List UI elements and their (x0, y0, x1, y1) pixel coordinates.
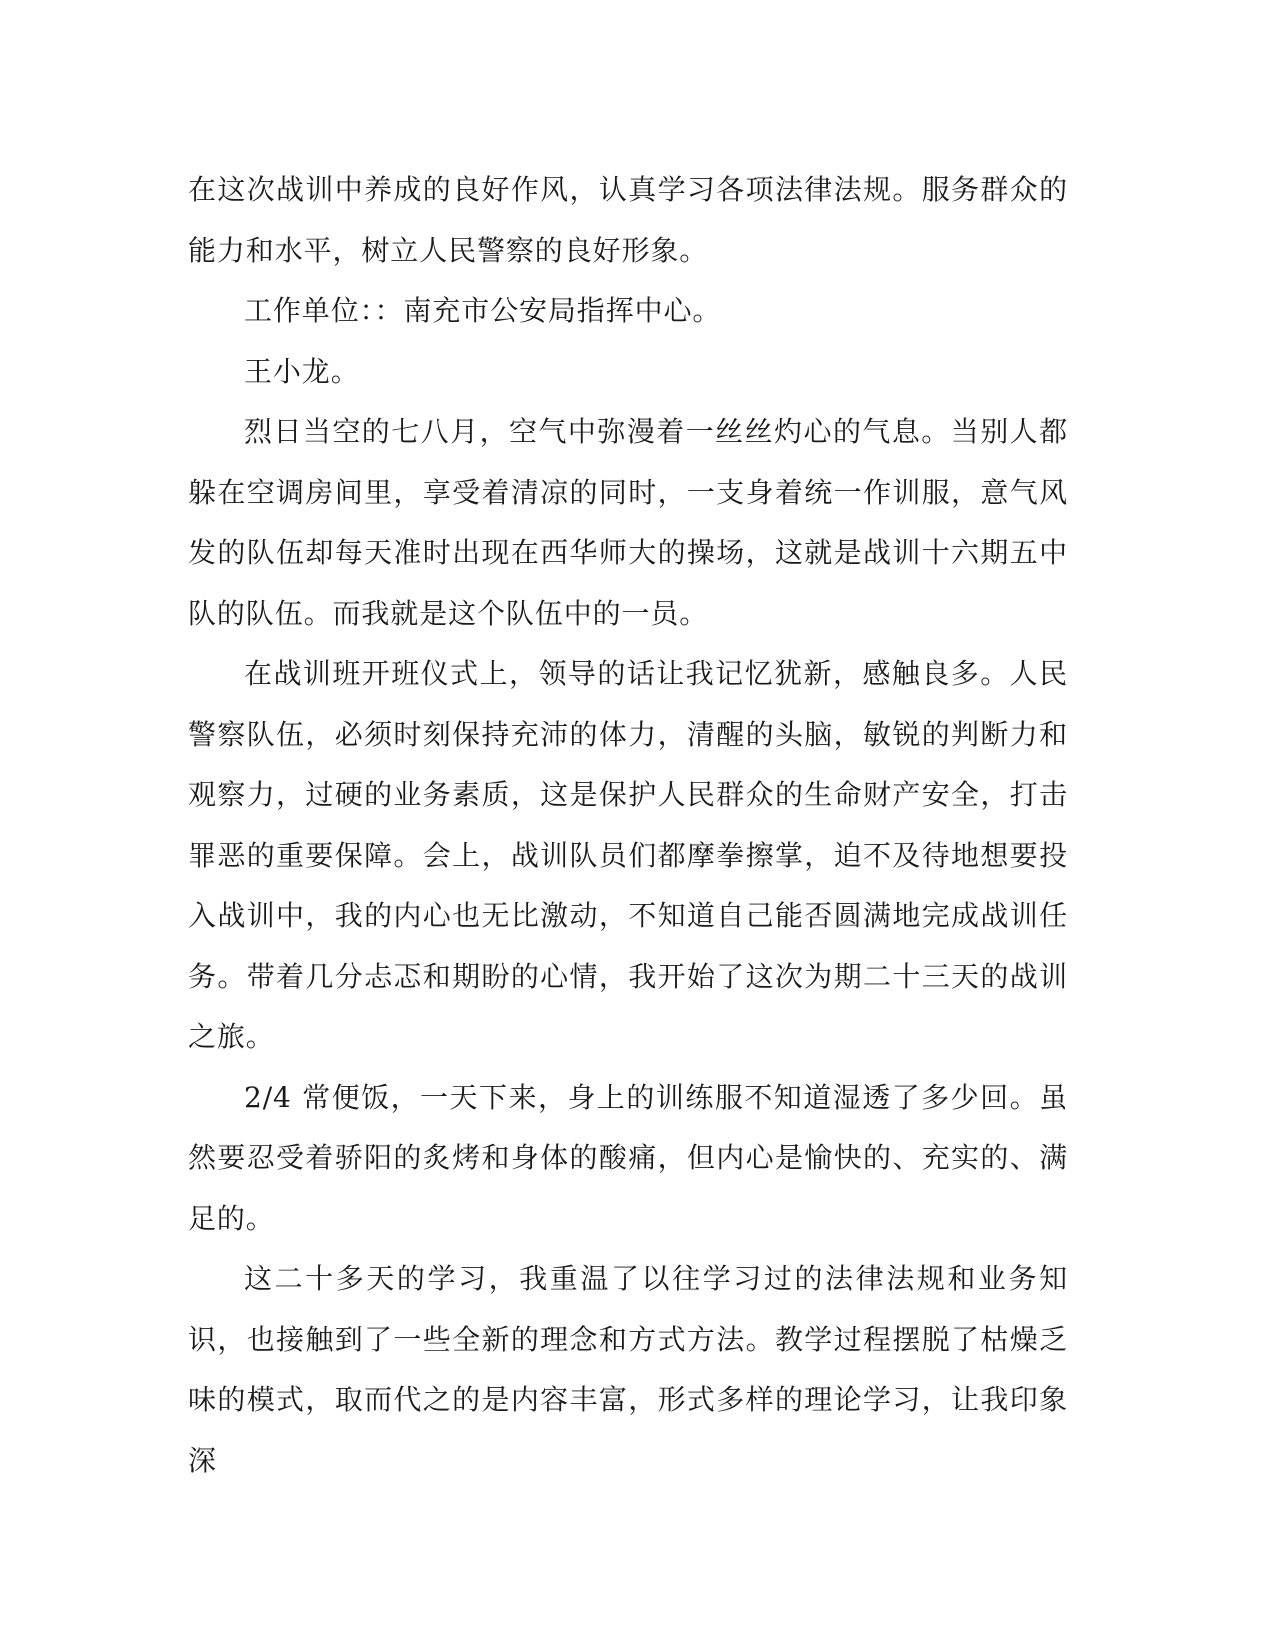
paragraph-opening-ceremony: 在战训班开班仪式上，领导的话让我记忆犹新，感触良多。人民警察队伍，必须时刻保持充沛的体力，清醒的头脑，敏锐的判断力和观察力，过硬的业务素质，这是保护人民群众的生命财产安全，打击罪恶的重要保障。会上，战训队员们都摩拳擦掌，迫不及待地想要投入战训中，我的内心也无比激动，不知道自己能否圆满地完成战训任务。带着几分忐忑和期盼的心情，我开始了这次为期二十三天的战训之旅。 (188, 657, 1068, 1053)
paragraph-daily-training: 2/4 常便饭，一天下来，身上的训练服不知道湿透了多少回。虽然要忍受着骄阳的炙烤和身体的酸痛，但内心是愉快的、充实的、满足的。 (188, 1080, 1068, 1235)
document-body (188, 160, 1068, 1491)
paragraph-study-reflection: 这二十多天的学习，我重温了以往学习过的法律法规和业务知识，也接触到了一些全新的理念和方式方法。教学过程摆脱了枯燥乏味的模式，取而代之的是内容丰富，形式多样的理论学习，让我印象深 (188, 1262, 1068, 1477)
paragraph-continuation: 在这次战训中养成的良好作风，认真学习各项法律法规。服务群众的能力和水平，树立人民警察的良好形象。 (188, 173, 1068, 267)
paragraph-summer-training: 烈日当空的七八月，空气中弥漫着一丝丝灼心的气息。当别人都躲在空调房间里，享受着清凉的同时，一支身着统一作训服，意气风发的队伍却每天准时出现在西华师大的操场，这就是战训十六期五中队的队伍。而我就是这个队伍中的一员。 (188, 415, 1068, 630)
paragraph-work-unit: 工作单位：：南充市公安局指挥中心。 (244, 294, 722, 327)
paragraph-author-name: 王小龙。 (244, 354, 360, 388)
